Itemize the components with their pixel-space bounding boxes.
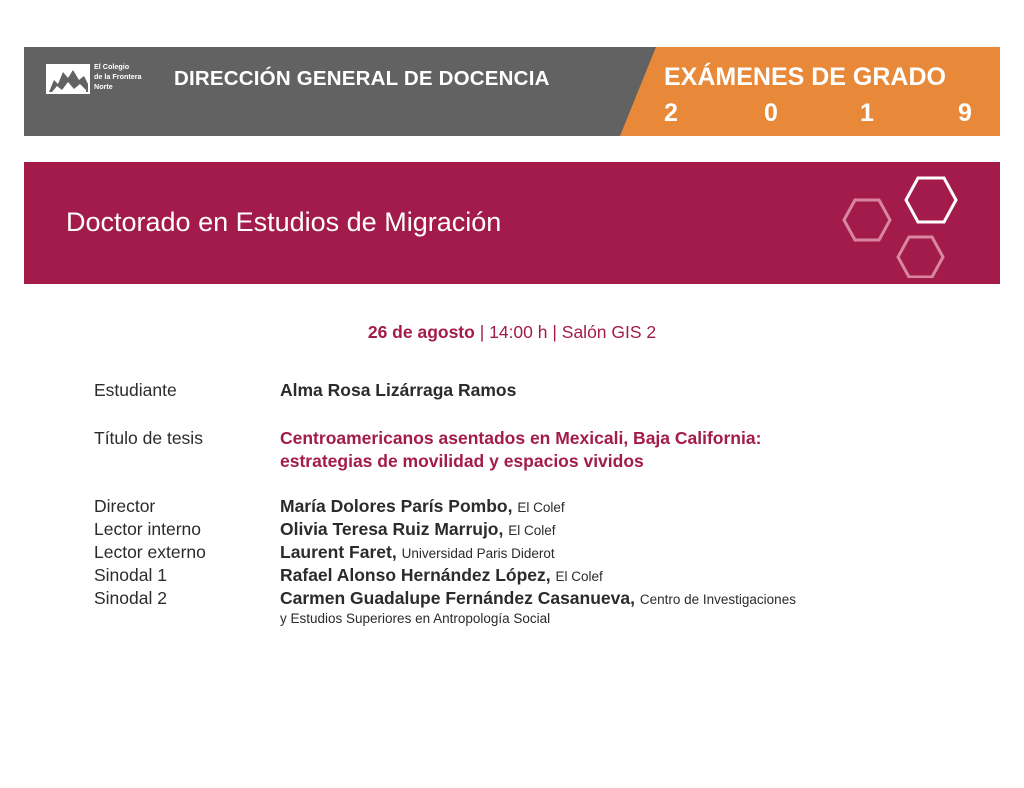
separator: | [547, 322, 562, 342]
header-banner [24, 47, 1000, 136]
thesis-label: Título de tesis [94, 428, 203, 448]
examenes-title: EXÁMENES DE GRADO [664, 63, 946, 91]
committee-member [280, 496, 565, 517]
logo-line-2: de la Frontera [94, 72, 142, 81]
hexagon-icon [840, 168, 990, 278]
committee-member [280, 519, 556, 540]
committee-role: Lector externo [94, 542, 206, 562]
member-institution: El Colef [517, 500, 565, 515]
session-time: 14:00 h [489, 322, 548, 342]
session-date: 26 de agosto [367, 322, 475, 342]
committee-role: Lector interno [94, 519, 202, 539]
thesis-title-line-2: estrategias de movilidad y espacios vividos [280, 451, 644, 471]
committee-role: Director [94, 496, 156, 516]
year-digit-1: 2 [664, 99, 678, 127]
member-institution: Centro de Investigaciones [639, 592, 796, 607]
committee-member [280, 588, 796, 609]
colef-logo-icon [46, 62, 90, 94]
student-name: Alma Rosa Lizárraga Ramos [280, 380, 517, 400]
colef-logo-text [94, 62, 142, 92]
member-institution-continued: y Estudios Superiores en Antropología Social [280, 611, 551, 626]
hexagon-decoration [840, 168, 990, 278]
year-digit-4: 9 [958, 99, 972, 127]
direccion-title: DIRECCIÓN GENERAL DE DOCENCIA [174, 67, 550, 90]
member-name: Laurent Faret, [280, 542, 397, 562]
member-name: Rafael Alonso Hernández López, [280, 565, 551, 585]
committee-member [280, 565, 603, 586]
program-title: Doctorado en Estudios de Migración [66, 207, 502, 237]
member-name: Olivia Teresa Ruiz Marrujo, [280, 519, 504, 539]
committee-member [280, 542, 555, 563]
year-digit-2: 0 [764, 99, 778, 127]
logo-line-3: Norte [94, 82, 113, 91]
colef-logo [46, 62, 158, 104]
program-banner [24, 162, 1000, 284]
committee-role: Sinodal 2 [94, 588, 167, 608]
member-name: Carmen Guadalupe Fernández Casanueva, [280, 588, 635, 608]
logo-line-1: El Colegio [94, 62, 130, 71]
member-institution: El Colef [555, 569, 603, 584]
thesis-title [280, 427, 761, 473]
year-digit-3: 1 [860, 99, 874, 127]
session-info [0, 322, 1024, 343]
thesis-title-line-1: Centroamericanos asentados en Mexicali, Baja California: [280, 428, 762, 448]
session-room: Salón GIS 2 [561, 322, 657, 342]
separator: | [474, 322, 490, 342]
member-name: María Dolores París Pombo, [280, 496, 513, 516]
committee-role: Sinodal 1 [94, 565, 167, 585]
student-label: Estudiante [94, 380, 177, 400]
year [664, 99, 974, 129]
member-institution: El Colef [508, 523, 556, 538]
member-institution: Universidad Paris Diderot [401, 546, 555, 561]
